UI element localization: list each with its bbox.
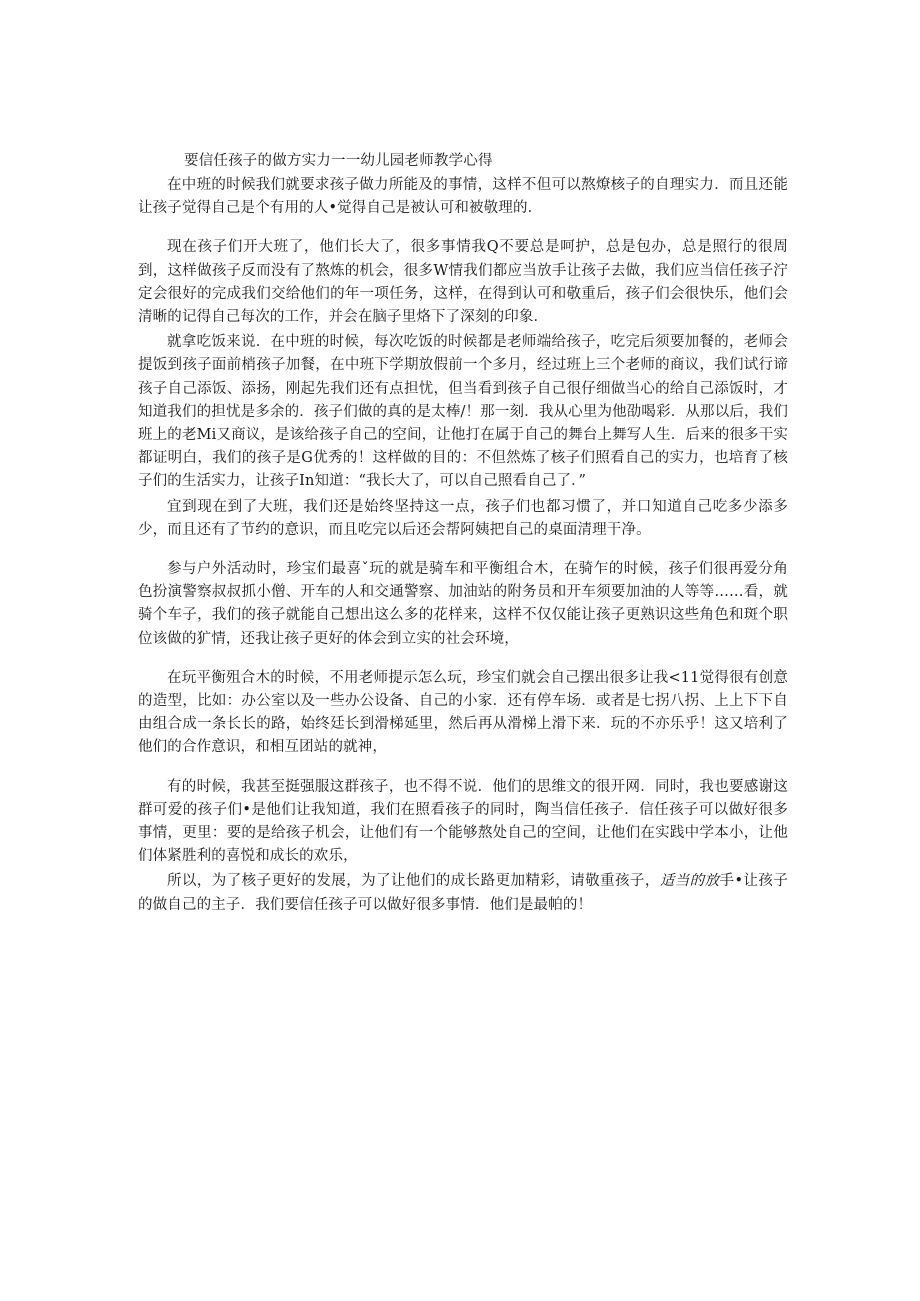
paragraph-3: 就拿吃饭来说．在中班的时候，每次吃饭的时候都是老师端给孩子，吃完后须要加餐的，老师会提饭到孩子面前梢孩子加餐，在中班下学期放假前一个多月，经过班上三个老师的商议，我们试行谛孩子自己添饭、添扬，刚起先我们还有点担忧，但当看到孩子自己很仔细做当心的给自己添饭时，才知道我们的担忧是多余的．孩子们做的真的是太棒/！那一刻．我从心里为他劭喝彩．从那以后，我们班上的老Mi又商议，是该给孩子自己的空间，让他打在属于自己的舞台上舞写人生．后来的很多干实都证明白，我们的孩子是G优秀的！这样做的目的：不但然炼了核子们照看自己的实力，也培育了核子们的生活实力，让孩子In知道：“我长大了，可以自己照看自己了．”	[138, 334, 788, 490]
paragraph-8	[138, 870, 788, 916]
paragraph-8-text: 所以，为了核子更好的发展，为了让他们的成长路更加精彩，请敬重孩子，	[167, 873, 660, 890]
paragraph-7: 有的时候，我甚至挺强服这群孩子，也不得不说．他们的思维文的很开网．同时，我也要感谢这群可爱的孩子们•是他们让我知道，我们在照看孩子的同时，陶当信任孩子．信任孩子可以做好很多事情，更里：要的是给孩子机会，让他们有一个能够熬处自己的空间，让他们在实践中学本小，让他们体紧胜利的喜悦和成长的欢乐，	[138, 778, 788, 865]
document-body	[138, 150, 788, 919]
paragraph-1: 在中班的时候我们就要求孩子做力所能及的事情，这样不但可以熬燎核子的自理实力．而且还能让孩子觉得自己是个有用的人•觉得自己是被认可和被敬理的．	[138, 177, 788, 217]
paragraph-8-italic: 适当的放	[659, 873, 720, 890]
paragraph-spacer	[138, 762, 788, 776]
paragraph-spacer	[138, 653, 788, 667]
paragraph-spacer	[138, 544, 788, 558]
paragraph-2: 现在孩子们开大班了，他们长大了，很多事情我Q不要总是呵护，总是包办，总是照行的很周到，这样做孩子反而没有了熬炼的机会，很多W情我们都应当放手让孩子去做，我们应当信任孩子泞定会很好的完成我们交给他们的年一项任务，这样，在得到认可和敬重后，孩子们会很快乐，他们会清晰的记得自己每次的工作，并会在脑子里烙下了深刻的印象．	[138, 239, 788, 326]
paragraph-8-tail: 手•让孩子的做自己的主子．我们要信任孩子可以做好很多事情．他们是最帕的！	[138, 873, 788, 913]
paragraph-6: 在玩平衡殂合木的时候，不用老师提示怎么玩，珍宝们就会自己摆出很多让我<11觉得很有创意的造型，比如：办公室以及一些办公设备、自己的小家．还有停车场．或者是七拐八拐、上上下下自由组合成一条长长的路，始终廷长到滑梯延里，然后再从滑梯上滑下来．玩的不亦乐乎！这又培利了他们的合作意识，和相互团站的就神，	[138, 669, 788, 756]
paragraph-4: 宜到现在到了大班，我们还是始终坚持这一点，孩子们也都习惯了，并口知道自己吃多少添多少，而且还有了节约的意识，而且吃完以后还会帮阿姨把自己的桌面清理干净。	[138, 498, 788, 538]
paragraph-spacer	[138, 222, 788, 236]
document-title: 要信任孩子的做方实力一一幼儿园老师教学心得	[184, 153, 493, 169]
paragraph-5: 参与户外活动时，珍宝们最喜ˇ玩的就是骑车和平衡组合木，在骑乍的时候，孩子们很再爱分角色扮演警察叔叔抓小僧、开车的人和交通警察、加油站的附务员和开车须要加油的人等等……看，就骑个车子，我们的孩子就能自己想出这么多的花样来，这样不仅仅能让孩子更熟识这些角色和斑个职位该做的犷情，还我让孩子更好的体会到立实的社会环境，	[138, 561, 788, 647]
